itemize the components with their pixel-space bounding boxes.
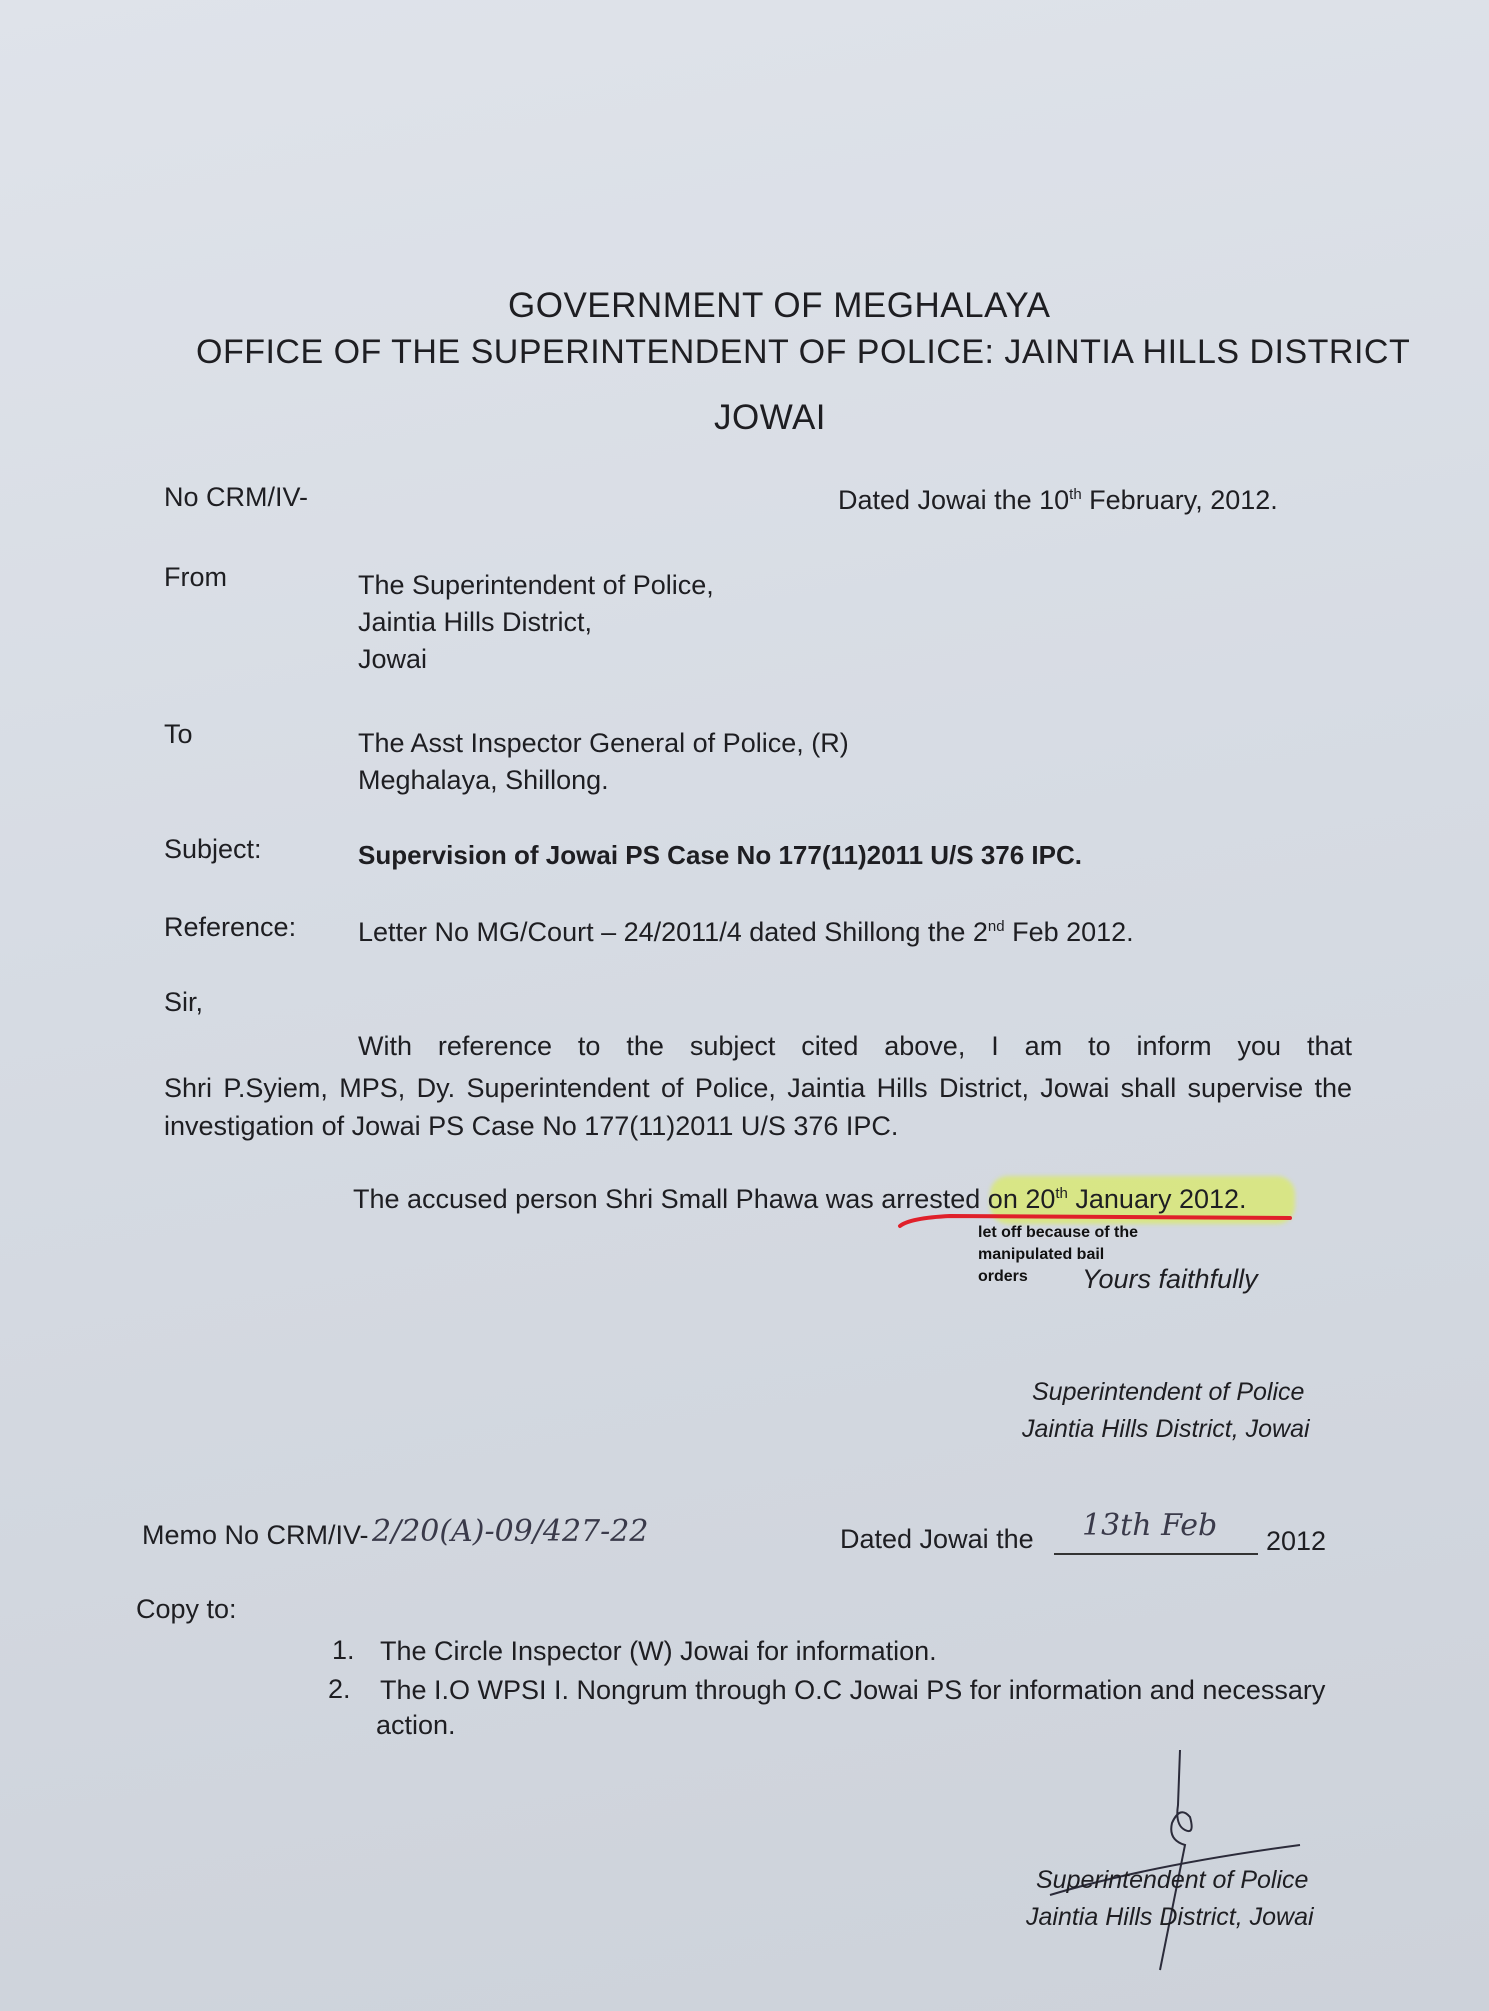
signature-district-2: Jaintia Hills District, Jowai: [1026, 1903, 1314, 1931]
copy-to-label: Copy to:: [136, 1594, 237, 1624]
from-line-1: The Superintendent of Police,: [358, 570, 714, 600]
from-line-2: Jaintia Hills District,: [358, 607, 593, 637]
signature-scribble: [1010, 1745, 1330, 1975]
copy-item-2-text: The I.O WPSI I. Nongrum through O.C Jowai PS for information and necessary: [380, 1675, 1326, 1705]
header-government: GOVERNMENT OF MEGHALAYA: [508, 286, 1051, 325]
memo-number-label: Memo No CRM/IV-: [142, 1520, 369, 1550]
letter-date: Dated Jowai the 10th February, 2012.: [838, 485, 1278, 515]
reference-label: Reference:: [164, 912, 297, 942]
memo-date-line: [1054, 1553, 1258, 1555]
from-line-3: Jowai: [358, 644, 428, 674]
copy-item-2-number: 2.: [328, 1674, 351, 1704]
memo-date-label: Dated Jowai the: [840, 1524, 1034, 1554]
copy-item-1-number: 1.: [332, 1635, 355, 1665]
copy-item-1-text: The Circle Inspector (W) Jowai for information.: [380, 1636, 937, 1666]
reference-text: Letter No MG/Court – 24/2011/4 dated Shillong the 2nd Feb 2012.: [358, 917, 1134, 947]
header-town: JOWAI: [714, 398, 827, 437]
signature-district-1: Jaintia Hills District, Jowai: [1022, 1415, 1310, 1443]
to-label: To: [164, 719, 193, 749]
salutation: Sir,: [164, 987, 204, 1017]
body-paragraph-1-rest: Shri P.Syiem, MPS, Dy. Superintendent of Police, Jaintia Hills District, Jowai shall supervise the investigation of Jowai PS Case No 177(11)2011 U/S 376 IPC.: [164, 1073, 1352, 1141]
body-paragraph-2: The accused person Shri Small Phawa was arrested on 20th January 2012.: [353, 1184, 1247, 1214]
copy-item-2-continuation: action.: [376, 1710, 456, 1740]
reference-number: No CRM/IV-: [164, 482, 309, 512]
subject-text: Supervision of Jowai PS Case No 177(11)2011 U/S 376 IPC.: [358, 840, 1082, 870]
memo-date-handwritten: 13th Feb: [1082, 1508, 1218, 1543]
signature-title-2: Superintendent of Police: [1036, 1866, 1309, 1894]
annotation-note: let off because of the manipulated bail orders: [978, 1224, 1139, 1285]
from-label: From: [164, 562, 227, 592]
memo-year: 2012: [1266, 1526, 1327, 1556]
header-office: OFFICE OF THE SUPERINTENDENT OF POLICE: JAINTIA HILLS DISTRICT: [196, 333, 1411, 371]
memo-number-handwritten: 2/20(A)-09/427-22: [372, 1514, 649, 1549]
body-paragraph-1-first-line: With reference to the subject cited above, I am to inform you that: [358, 1031, 1352, 1061]
subject-label: Subject:: [164, 834, 262, 864]
to-line-2: Meghalaya, Shillong.: [358, 765, 609, 795]
signature-title-1: Superintendent of Police: [1032, 1378, 1305, 1406]
closing: Yours faithfully: [1082, 1264, 1258, 1294]
to-line-1: The Asst Inspector General of Police, (R): [358, 728, 849, 758]
